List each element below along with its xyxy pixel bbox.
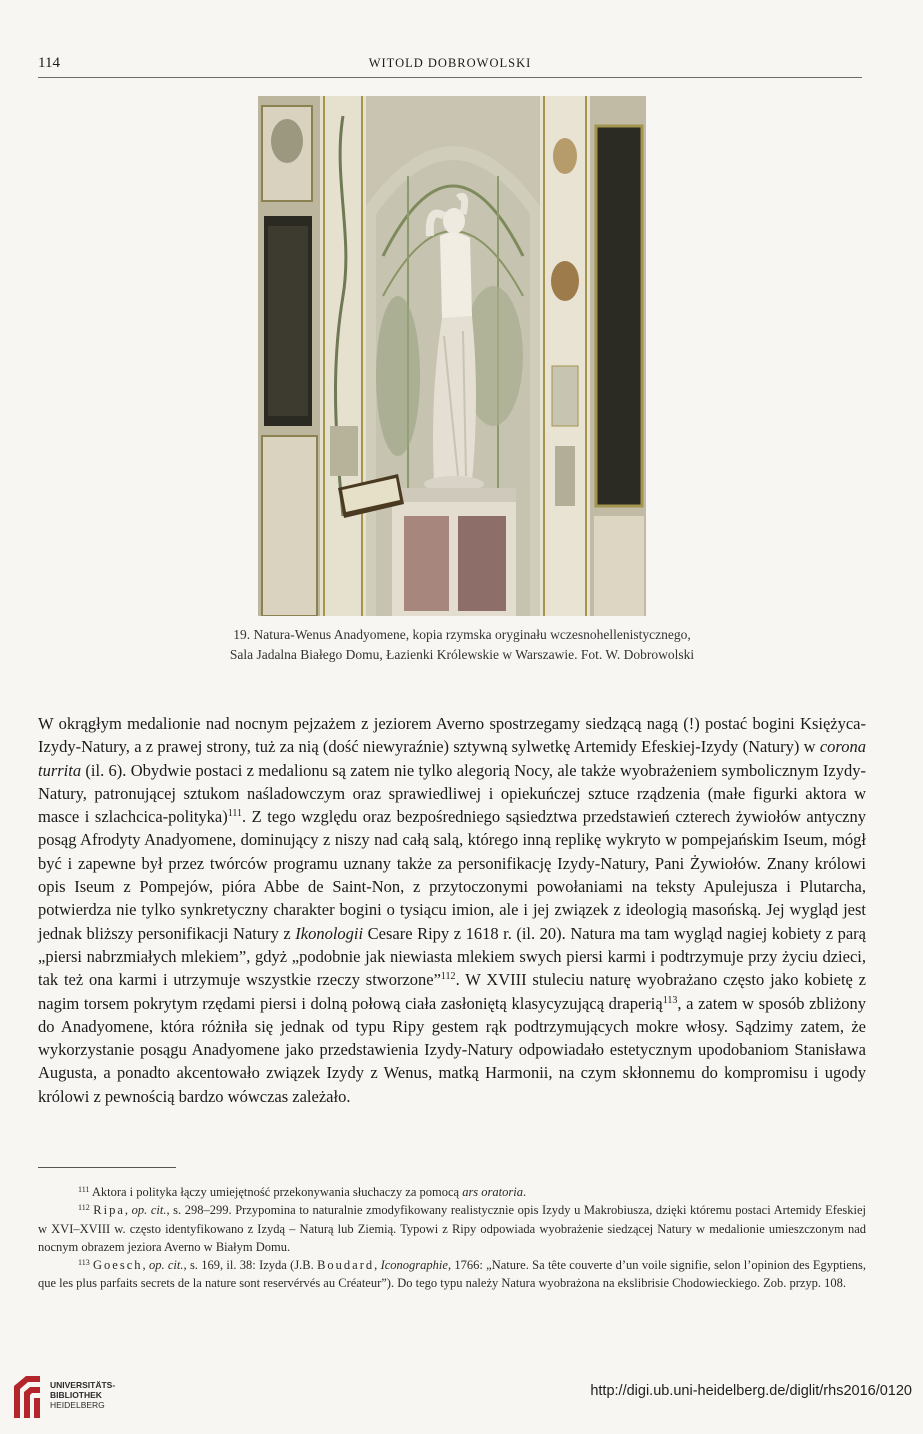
page-number: 114	[38, 55, 60, 71]
body-text-run: . W XVIII stuleciu naturę wyobrażano często jako kobietę z nagim torsem pokrytym rzędami piersi i dolną połową ciała zasłoniętą klasycyzującą draperią	[38, 970, 866, 1013]
footnote-112	[38, 1201, 866, 1256]
source-url-link[interactable]: http://digi.ub.uni-heidelberg.de/diglit/rhs2016/0120	[590, 1383, 912, 1399]
footnote-italic: op. cit.	[131, 1203, 167, 1218]
library-logo[interactable]	[10, 1374, 150, 1424]
footnote-111	[38, 1183, 866, 1201]
footnote-number: 111	[78, 1185, 90, 1194]
footnote-italic: ars oratoria	[462, 1185, 523, 1199]
statue-photo-illustration	[258, 96, 646, 616]
footnote-number: 112	[78, 1203, 90, 1213]
body-paragraph	[38, 712, 866, 1108]
caption-line-1: 19. Natura-Wenus Anadyomene, kopia rzymska oryginału wczesnohellenistycznego,	[233, 627, 691, 642]
footnote-text: , 1766: „Nature. Sa tête couverte d’un voile signifie, selon l’opinion des Egyptiens, que les plus parfaits secrets de la nature sont reservérvés au Créateur”). Do tego typu należy Natura wyobrażona na ekslibrisie Chodowieckiego. Zob. przyp. 108.	[38, 1258, 866, 1291]
footnote-author: Boudard	[317, 1258, 375, 1273]
library-name	[50, 1380, 115, 1410]
footnotes	[38, 1183, 866, 1293]
page-header	[38, 55, 862, 78]
library-emblem-icon	[10, 1374, 44, 1420]
body-italic-run: corona turrita	[38, 737, 866, 780]
footnote-113	[38, 1256, 866, 1293]
footnote-text: ,	[142, 1258, 149, 1273]
footnote-text: , s. 169, il. 38: Izyda (J.B.	[183, 1258, 318, 1273]
library-name-line-1: UNIVERSITÄTS-	[50, 1380, 116, 1390]
library-name-line-2: BIBLIOTHEK	[50, 1390, 102, 1400]
figure-caption	[80, 625, 844, 665]
body-text-run: (il. 6). Obydwie postaci z medalionu są zatem nie tylko alegorią Nocy, ale także wyobrażeniem symbolicznym Izydy-Natury, patronującej sztukom naśladowczym oraz sprawiedliwej i opiekuńczej sztuce rządzenia (małe figurki aktora w masce i szlachcica-polityka)	[38, 760, 866, 827]
body-text-run: . Z tego względu oraz bezpośredniego sąsiedztwa przedstawień czterech żywiołów antyczny posąg Afrodyty Anadyomene, dominujący z niszy nad całą salą, którego inną replikę wykryto w pompejańskim Iseum, mógł być i zapewne był przez twórców programu uznany także za personifikację Izydy-Natury, Pani Żywiołów. Znany królowi opis Iseum z Pompejów, pióra Abbe de Saint-Non, z przytoczonymi powołaniami na teksty Apulejusza i Plutarcha, potwierdza nie tylko synkretyczny charakter bogini o tysiącu imion, ale i jej związek z ideologią masońską. Jej wygląd jest jednak bliższy personifikacji Natury z	[38, 807, 866, 943]
caption-line-2: Sala Jadalna Białego Domu, Łazienki Królewskie w Warszawie. Fot. W. Dobrowolski	[229, 647, 695, 662]
body-text-run: W okrągłym medalionie nad nocnym pejzażem z jeziorem Averno spostrzegamy siedzącą nagą (!) postać bogini Księżyca-Izydy-Natury, a z prawej strony, tuż za nią (dość niewyraźnie) sztywną sylwetkę Artemidy Efeskiej-Izydy (Natury) w	[38, 714, 866, 757]
figure-photo-statue	[258, 96, 646, 616]
footnote-text: .	[522, 1185, 527, 1199]
footnote-author: Ripa	[93, 1203, 125, 1218]
footnote-ref-113[interactable]: 113	[662, 994, 678, 1006]
footnote-text: ,	[374, 1258, 381, 1273]
footnote-ref-111[interactable]: 111	[227, 808, 243, 820]
footnote-number: 113	[78, 1258, 90, 1268]
footnote-ref-112[interactable]: 112	[440, 971, 456, 983]
running-head: WITOLD DOBROWOLSKI	[368, 56, 532, 70]
body-text-run: Cesare Ripy z 1618 r. (il. 20). Natura ma tam wygląd nagiej kobiety z parą „piersi nabrzmiałych mlekiem”, gdyż „podobnie jak niewiasta mlekiem swych piersi karmi i podtrzymuje przy życiu dzieci, tak też ona karmi i utrzymuje wszystkie rzeczy stworzone”	[38, 923, 867, 990]
body-text-run: , a zatem w sposób zbliżony do Anadyomene, która różniła się jednak od typu Ripy gestem rąk podtrzymujących mokre włosy. Sądzimy zatem, że wykorzystanie posągu Anadyomene jako przedstawienia Izydy-Natury odpowiadało estetycznym upodobaniom Stanisława Augusta, a ponadto akcentowało związek Izydy z Wenus, matką Harmonii, na czym skłonnemu do kompromisu i ugody królowi z pewnością bardzo wówczas zależało.	[38, 993, 866, 1106]
footnote-text: , s. 298–299. Przypomina to naturalnie zmodyfikowany realistycznie opis Izydy u Makrobiusza, dzięki któremu postaci Artemidy Efeskiej w XVI–XVIII w. często identyfikowano z Izydą – Naturą lub Ziemią. Typowi z Ripy odpowiada wyobrażenie siedzącej Natury w medalionie umieszczonym nad nocnym obrazem jeziora Averno w Białym Domu.	[38, 1203, 867, 1254]
body-italic-run: Ikonologii	[295, 923, 364, 943]
footnote-author: Goesch	[93, 1258, 143, 1273]
footnote-text: ,	[124, 1203, 132, 1218]
library-name-line-3: HEIDELBERG	[50, 1400, 105, 1410]
footnote-divider	[38, 1167, 176, 1168]
body-text	[38, 712, 866, 1108]
footnote-italic: Iconographie	[380, 1258, 448, 1273]
footnote-italic: op. cit.	[148, 1258, 184, 1273]
footnote-text: Aktora i polityka łączy umiejętność przekonywania słuchaczy za pomocą	[89, 1185, 463, 1199]
